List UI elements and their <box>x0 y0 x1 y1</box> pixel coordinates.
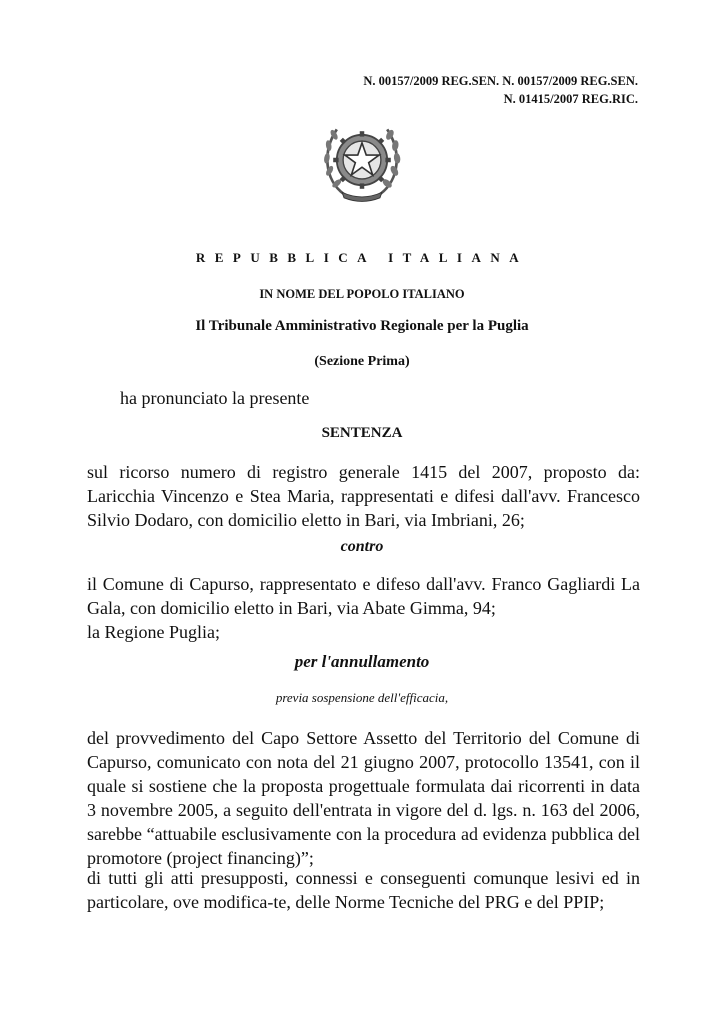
provvedimento-paragraph: del provvedimento del Capo Settore Assetto del Territorio del Comune di Capurso, comunicato con nota del 21 giugno 2007, protocollo 13541, con il quale si sostiene che la proposta progettuale formulata dai ricorrenti in data 3 novembre 2005, a seguito dell'entrata in vigore del d. lgs. n. 163 del 2006, sarebbe “attuabile esclusivamente con la procedura ad evidenza pubblica del promotore (project financing)”; <box>87 728 640 868</box>
intro-line: ha pronunciato la presente <box>120 388 310 408</box>
comune-paragraph <box>87 572 640 644</box>
section-heading: (Sezione Prima) <box>314 354 410 369</box>
registry-line-2: N. 01415/2007 REG.RIC. <box>503 92 638 106</box>
sentenza-heading: SENTENZA <box>321 425 403 441</box>
registry-numbers <box>363 72 638 108</box>
contro-heading: contro <box>340 538 384 555</box>
tribunal-heading: Il Tribunale Amministrativo Regionale per la Puglia <box>195 318 529 334</box>
previa-subheading: previa sospensione dell'efficacia, <box>275 690 449 705</box>
italian-republic-emblem-icon <box>317 115 407 205</box>
comune-line-1: il Comune di Capurso, rappresentato e difeso dall'avv. Franco Gagliardi La Gala, con domicilio eletto in Bari, via Abate Gimma, 94; <box>87 574 640 618</box>
registry-line-1: N. 00157/2009 REG.SEN. N. 00157/2009 REG.SEN. <box>363 74 638 88</box>
republic-heading: REPUBBLICA ITALIANA <box>195 250 529 265</box>
annullamento-heading: per l'annullamento <box>294 652 430 671</box>
ricorso-paragraph: sul ricorso numero di registro generale 1415 del 2007, proposto da: Laricchia Vincenzo e Stea Maria, rappresentati e difesi dall'avv. Francesco Silvio Dodaro, con domicilio eletto in Bari, via Imbriani, 26; <box>87 462 640 530</box>
comune-line-2: la Regione Puglia; <box>87 622 220 642</box>
people-heading: IN NOME DEL POPOLO ITALIANO <box>259 287 465 301</box>
atti-paragraph: di tutti gli atti presupposti, connessi e conseguenti comunque lesivi ed in particolare, ove modifica-te, delle Norme Tecniche del PRG e del PPIP; <box>87 868 640 912</box>
